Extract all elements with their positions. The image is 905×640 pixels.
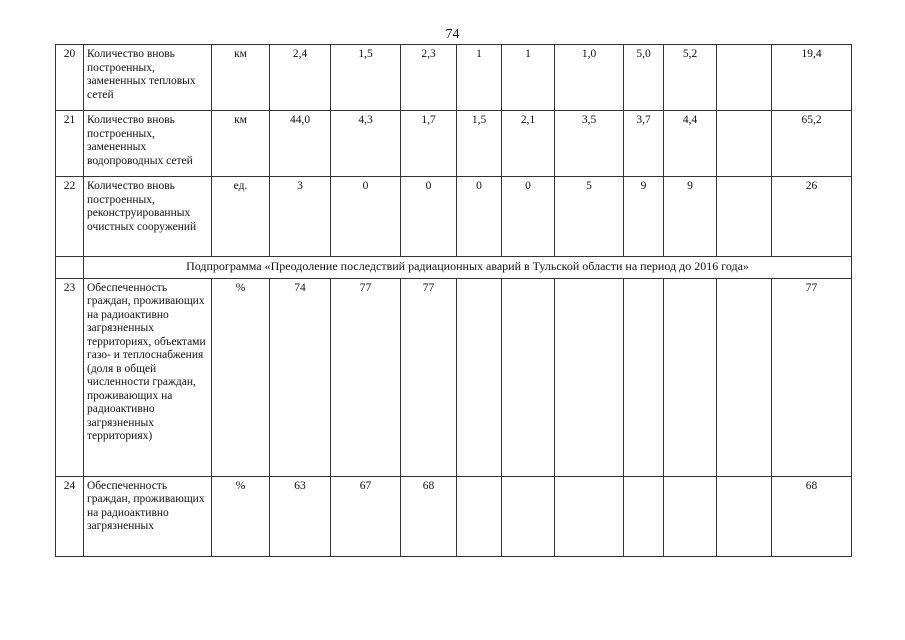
unit-cell: ед. [212,177,270,257]
unit-cell: км [212,45,270,111]
value-cell: 1 [457,45,502,111]
value-cell [717,111,772,177]
value-cell: 3,7 [624,111,664,177]
value-cell: 68 [401,476,457,556]
value-cell [717,45,772,111]
value-cell: 4,4 [664,111,717,177]
indicators-table [55,44,852,557]
value-cell [717,476,772,556]
value-cell: 2,3 [401,45,457,111]
table-row [56,45,852,111]
value-cell: 2,4 [270,45,331,111]
value-cell: 67 [331,476,401,556]
subprogram-header: Подпрограмма «Преодоление последствий радиационных аварий в Тульской области на период до 2016 года» [84,257,852,279]
value-cell: 2,1 [502,111,555,177]
value-cell: 0 [502,177,555,257]
value-cell: 77 [331,278,401,476]
value-cell: 19,4 [772,45,852,111]
value-cell: 5,2 [664,45,717,111]
page-number: 74 [445,27,460,42]
value-cell: 44,0 [270,111,331,177]
indicator-name: Количество вновь построенных, замененных тепловых сетей [84,45,212,111]
value-cell [664,278,717,476]
row-number: 21 [56,111,84,177]
value-cell: 0 [331,177,401,257]
value-cell [664,476,717,556]
value-cell [502,476,555,556]
indicator-name: Количество вновь построенных, замененных водопроводных сетей [84,111,212,177]
value-cell: 77 [401,278,457,476]
value-cell: 1,5 [331,45,401,111]
value-cell [624,278,664,476]
value-cell: 5 [555,177,624,257]
row-number: 24 [56,476,84,556]
value-cell [624,476,664,556]
value-cell: 1 [502,45,555,111]
value-cell: 3 [270,177,331,257]
value-cell: 26 [772,177,852,257]
unit-cell: км [212,111,270,177]
value-cell [717,177,772,257]
indicator-name: Количество вновь построенных, реконструированных очистных сооружений [84,177,212,257]
row-number: 22 [56,177,84,257]
value-cell: 3,5 [555,111,624,177]
value-cell: 5,0 [624,45,664,111]
unit-cell: % [212,278,270,476]
unit-cell: % [212,476,270,556]
value-cell: 68 [772,476,852,556]
indicator-name: Обеспеченность граждан, проживающих на радиоактивно загрязненных территориях, объектами газо- и теплоснабжения (доля в общей численности граждан, проживающих на радиоактивно загрязненных территориях) [84,278,212,476]
table-row [56,278,852,476]
value-cell [555,278,624,476]
row-number: 23 [56,278,84,476]
value-cell [457,278,502,476]
table-body [56,45,852,557]
table-row [56,476,852,556]
table-row [56,177,852,257]
value-cell: 4,3 [331,111,401,177]
table-row [56,111,852,177]
value-cell: 65,2 [772,111,852,177]
value-cell: 0 [457,177,502,257]
value-cell [457,476,502,556]
value-cell: 1,0 [555,45,624,111]
value-cell [717,278,772,476]
value-cell: 9 [664,177,717,257]
value-cell: 9 [624,177,664,257]
empty-cell [56,257,84,279]
value-cell: 0 [401,177,457,257]
value-cell: 1,5 [457,111,502,177]
subprogram-row [56,257,852,279]
value-cell: 74 [270,278,331,476]
indicator-name: Обеспеченность граждан, проживающих на радиоактивно загрязненных [84,476,212,556]
value-cell: 77 [772,278,852,476]
value-cell [502,278,555,476]
row-number: 20 [56,45,84,111]
value-cell [555,476,624,556]
value-cell: 63 [270,476,331,556]
value-cell: 1,7 [401,111,457,177]
